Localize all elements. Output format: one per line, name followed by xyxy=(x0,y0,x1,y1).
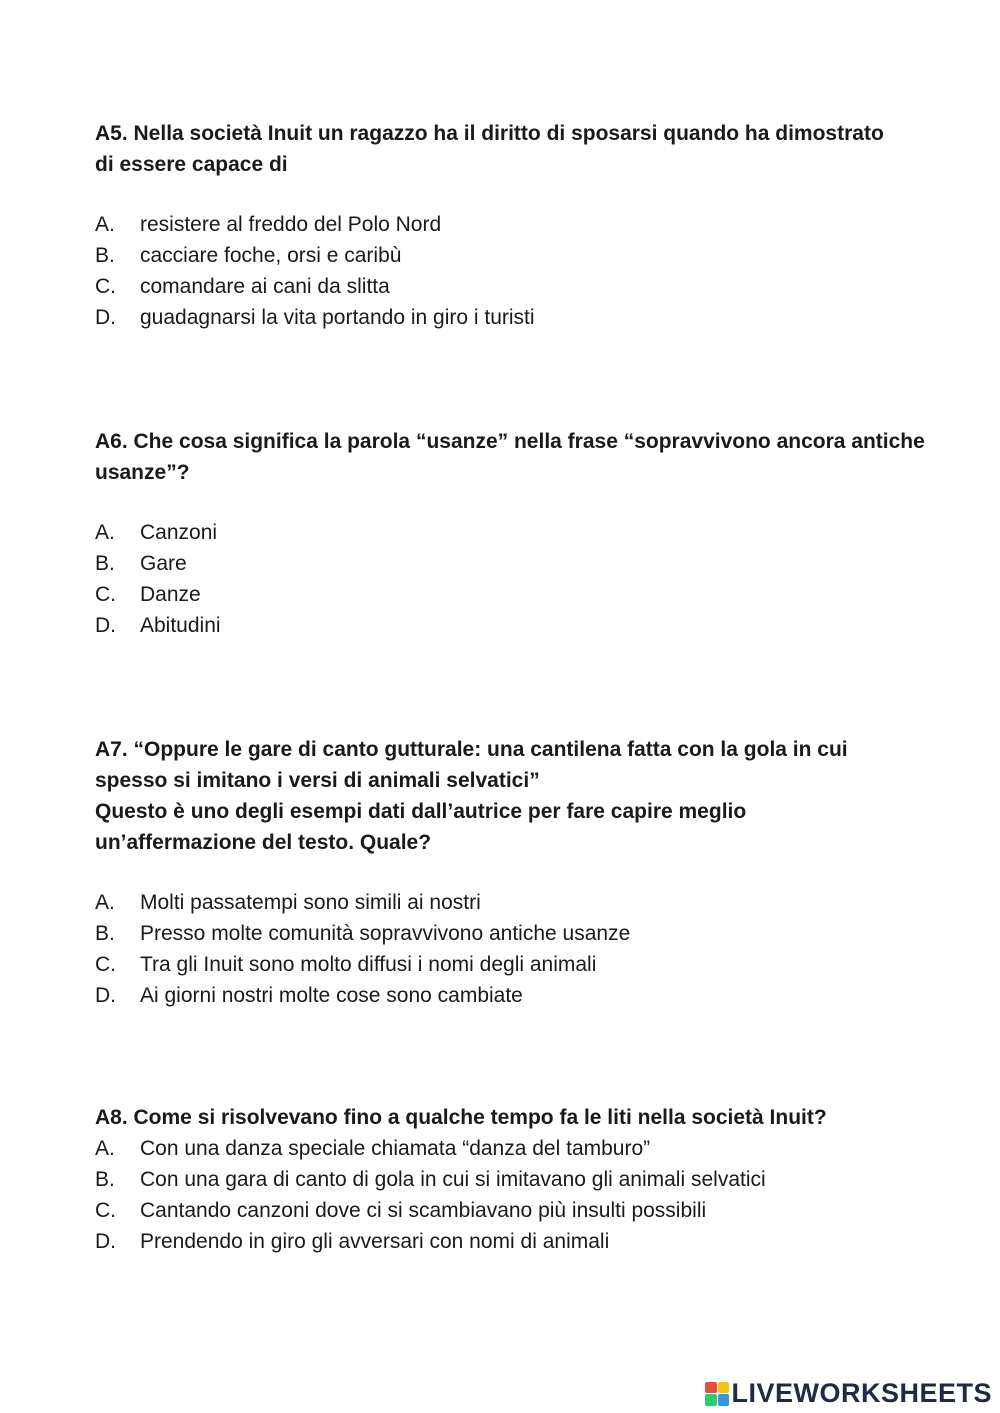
option-a6-d[interactable] xyxy=(95,610,965,641)
question-line: A7. “Oppure le gare di canto gutturale: una cantilena fatta con la gola in cui xyxy=(95,738,848,761)
question-a6-text xyxy=(95,426,965,488)
question-a6-options xyxy=(95,517,965,641)
question-line: A6. Che cosa significa la parola “usanze” nella frase “sopravvivono ancora antiche xyxy=(95,430,925,453)
option-text: Con una danza speciale chiamata “danza del tamburo” xyxy=(140,1137,651,1160)
question-line: Questo è uno degli esempi dati dall’autrice per fare capire meglio xyxy=(95,800,747,823)
question-a8-text xyxy=(95,1102,965,1133)
option-a6-c[interactable] xyxy=(95,579,965,610)
option-a7-a[interactable] xyxy=(95,887,965,918)
option-letter: B. xyxy=(95,244,115,267)
question-line: di essere capace di xyxy=(95,153,288,176)
option-text: Cantando canzoni dove ci si scambiavano più insulti possibili xyxy=(140,1199,707,1222)
option-a5-d[interactable] xyxy=(95,302,965,333)
option-letter: B. xyxy=(95,1168,115,1191)
option-letter: C. xyxy=(95,953,116,976)
option-text: Canzoni xyxy=(140,521,218,544)
question-line: spesso si imitano i versi di animali selvatici” xyxy=(95,769,540,792)
option-text: Tra gli Inuit sono molto diffusi i nomi degli animali xyxy=(140,953,597,976)
option-letter: A. xyxy=(95,521,115,544)
logo-square xyxy=(705,1394,717,1406)
question-a5-text xyxy=(95,118,965,180)
option-letter: C. xyxy=(95,275,116,298)
option-text: Danze xyxy=(140,583,201,606)
option-a8-c[interactable] xyxy=(95,1195,965,1226)
option-text: guadagnarsi la vita portando in giro i turisti xyxy=(140,306,535,329)
option-a8-b[interactable] xyxy=(95,1164,965,1195)
option-text: resistere al freddo del Polo Nord xyxy=(140,213,442,236)
option-letter: A. xyxy=(95,1137,115,1160)
option-text: comandare ai cani da slitta xyxy=(140,275,390,298)
logo-square xyxy=(718,1394,730,1406)
option-letter: C. xyxy=(95,583,116,606)
option-letter: C. xyxy=(95,1199,116,1222)
option-a5-b[interactable] xyxy=(95,240,965,271)
option-letter: D. xyxy=(95,614,116,637)
question-line: usanze”? xyxy=(95,461,190,484)
logo-square xyxy=(705,1382,717,1394)
option-letter: D. xyxy=(95,306,116,329)
question-a7 xyxy=(95,734,965,1011)
question-line: A8. Come si risolvevano fino a qualche tempo fa le liti nella società Inuit? xyxy=(95,1106,827,1129)
option-text: Gare xyxy=(140,552,187,575)
liveworksheets-logo-icon xyxy=(705,1382,729,1406)
option-text: Ai giorni nostri molte cose sono cambiate xyxy=(140,984,523,1007)
question-a7-text xyxy=(95,734,965,858)
question-a5-options xyxy=(95,209,965,333)
option-a5-a[interactable] xyxy=(95,209,965,240)
option-a7-b[interactable] xyxy=(95,918,965,949)
question-line: un’affermazione del testo. Quale? xyxy=(95,831,432,854)
question-a7-options xyxy=(95,887,965,1011)
option-letter: A. xyxy=(95,213,115,236)
logo-square xyxy=(718,1382,730,1394)
option-text: Molti passatempi sono simili ai nostri xyxy=(140,891,481,914)
option-text: cacciare foche, orsi e caribù xyxy=(140,244,402,267)
question-a8 xyxy=(95,1102,965,1257)
option-a8-d[interactable] xyxy=(95,1226,965,1257)
liveworksheets-brand xyxy=(705,1378,992,1409)
question-line: A5. Nella società Inuit un ragazzo ha il diritto di sposarsi quando ha dimostrato xyxy=(95,122,884,145)
option-a7-c[interactable] xyxy=(95,949,965,980)
question-a8-options xyxy=(95,1133,965,1257)
option-letter: D. xyxy=(95,984,116,1007)
option-text: Presso molte comunità sopravvivono antiche usanze xyxy=(140,922,631,945)
option-letter: B. xyxy=(95,922,115,945)
option-a8-a[interactable] xyxy=(95,1133,965,1164)
question-a6 xyxy=(95,426,965,641)
option-text: Abitudini xyxy=(140,614,221,637)
option-text: Prendendo in giro gli avversari con nomi di animali xyxy=(140,1230,610,1253)
option-a6-b[interactable] xyxy=(95,548,965,579)
option-a5-c[interactable] xyxy=(95,271,965,302)
option-letter: B. xyxy=(95,552,115,575)
liveworksheets-wordmark: LIVEWORKSHEETS xyxy=(731,1378,992,1408)
option-a6-a[interactable] xyxy=(95,517,965,548)
option-text: Con una gara di canto di gola in cui si imitavano gli animali selvatici xyxy=(140,1168,766,1191)
option-letter: D. xyxy=(95,1230,116,1253)
option-a7-d[interactable] xyxy=(95,980,965,1011)
option-letter: A. xyxy=(95,891,115,914)
question-a5 xyxy=(95,118,965,333)
